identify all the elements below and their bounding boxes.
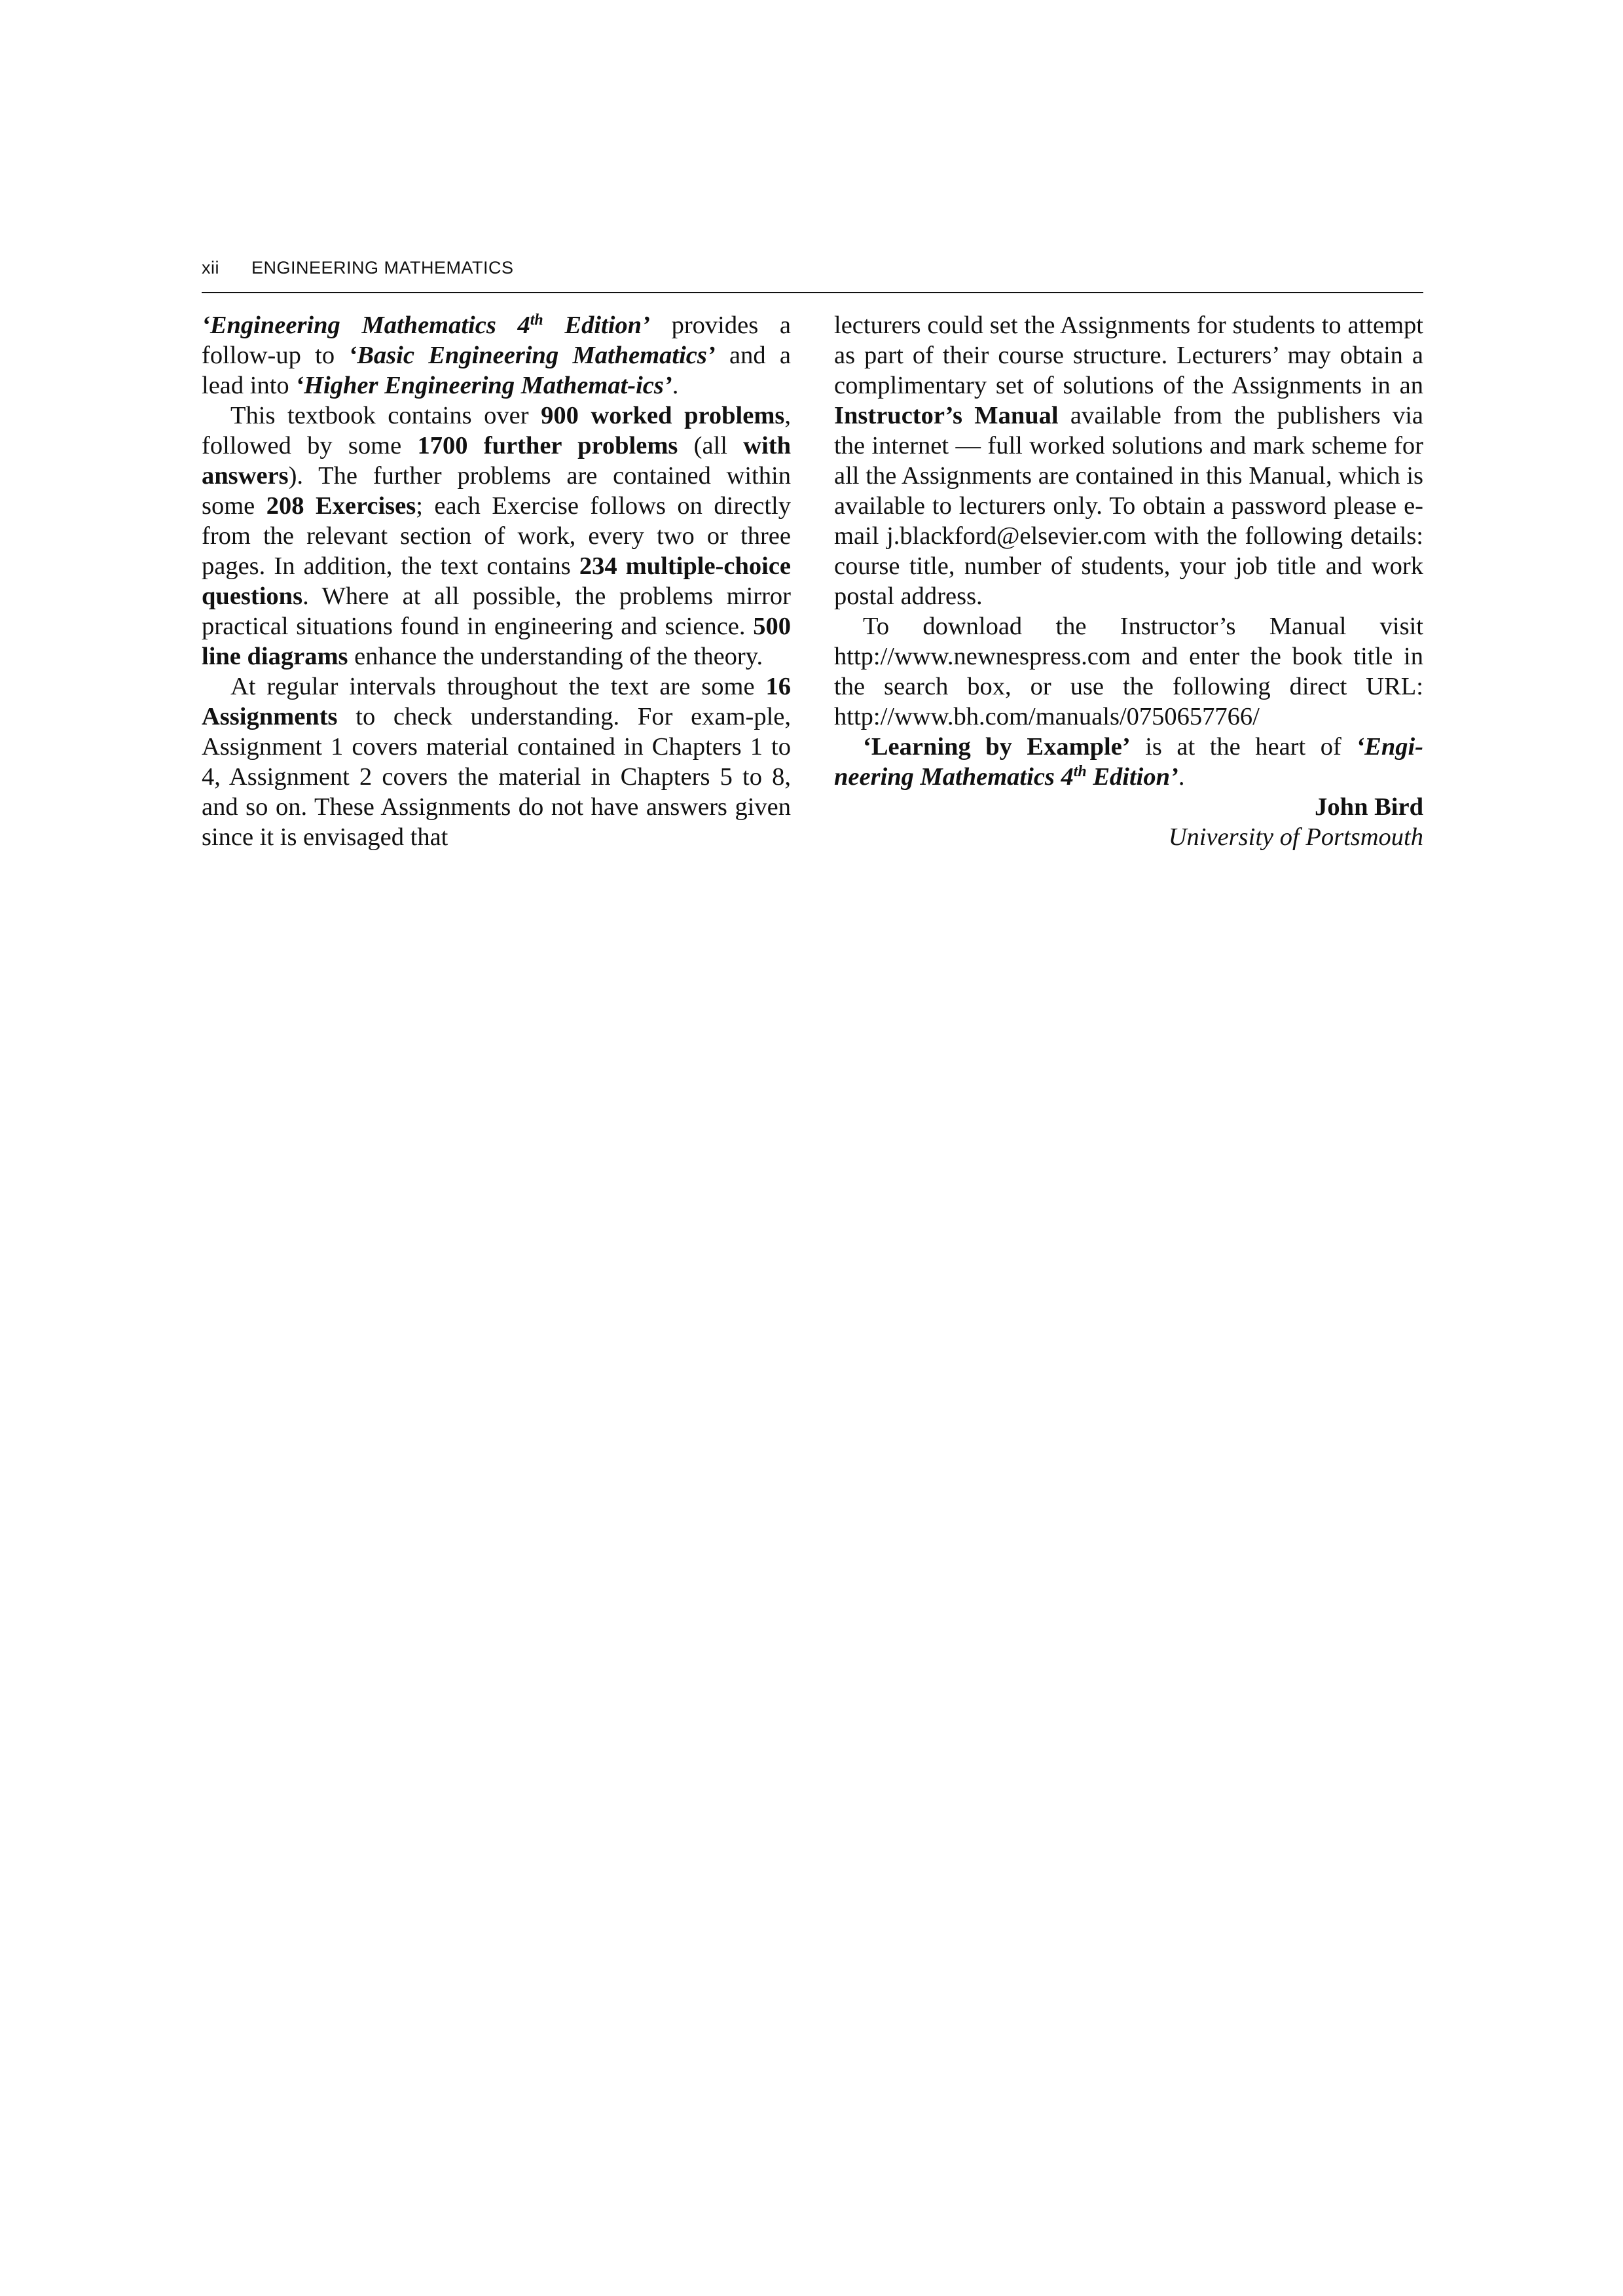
learning-paragraph: ‘Learning by Example’ is at the heart of ‘Engi-neering Mathematics 4th Edition’. xyxy=(834,733,1423,791)
right-column xyxy=(834,310,1423,852)
author-affiliation: University of Portsmouth xyxy=(1168,823,1423,851)
running-title: ENGINEERING MATHEMATICS xyxy=(251,258,514,278)
lecturers-paragraph: lecturers could set the Assignments for students to attempt as part of their course structure. Lecturers’ may obtain a complimentary set of solutions of the Assignments in an Instructor’s Manual available from the publishers via the internet — full worked solutions and mark scheme for all the Assignments are contained in this Manual, which is available to lecturers only. To obtain a password please e-mail j.blackford@elsevier.com with the following details: course title, number of students, your job title and work postal address. xyxy=(834,312,1423,610)
page-number: xii xyxy=(202,258,219,278)
basic-maths-ref: ‘Basic Engineering Mathematics’ xyxy=(348,342,716,369)
higher-maths-ref: ‘Higher Engineering Mathemat-ics’ xyxy=(295,372,672,399)
intro-paragraph: ‘Engineering Mathematics 4th Edition’ provides a follow-up to ‘Basic Engineering Mathematics’ and a lead into ‘Higher Engineering Mathemat-ics’. xyxy=(202,311,791,399)
author-name: John Bird xyxy=(1315,793,1423,821)
left-column xyxy=(202,310,791,852)
book-title-ref: ‘Engineering Mathematics 4th Edition’ xyxy=(202,311,650,339)
download-paragraph: To download the Instructor’s Manual visit http://www.newnespress.com and enter the book title in the search box, or use the following direct URL: http://www.bh.com/manuals/0750657766/ xyxy=(834,613,1423,730)
assignments-paragraph: At regular intervals throughout the text are some 16 Assignments to check understanding. For exam-ple, Assignment 1 covers material contained in Chapters 1 to 4, Assignment 2 covers the material in Chapters 5 to 8, and so on. These Assignments do not have answers given since it is envisaged that xyxy=(202,673,791,851)
book-title-ref-2: ‘Engi-neering Mathematics 4th Edition’ xyxy=(834,733,1423,791)
contents-paragraph: This textbook contains over 900 worked problems, followed by some 1700 further problems (all with answers). The further problems are contained within some 208 Exercises; each Exercise follows on directly from the relevant section of work, every two or three pages. In addition, the text contains 234 multiple-choice questions. Where at all possible, the problems mirror practical situations found in engineering and science. 500 line diagrams enhance the understanding of the theory. xyxy=(202,402,791,670)
running-head xyxy=(202,257,1423,293)
